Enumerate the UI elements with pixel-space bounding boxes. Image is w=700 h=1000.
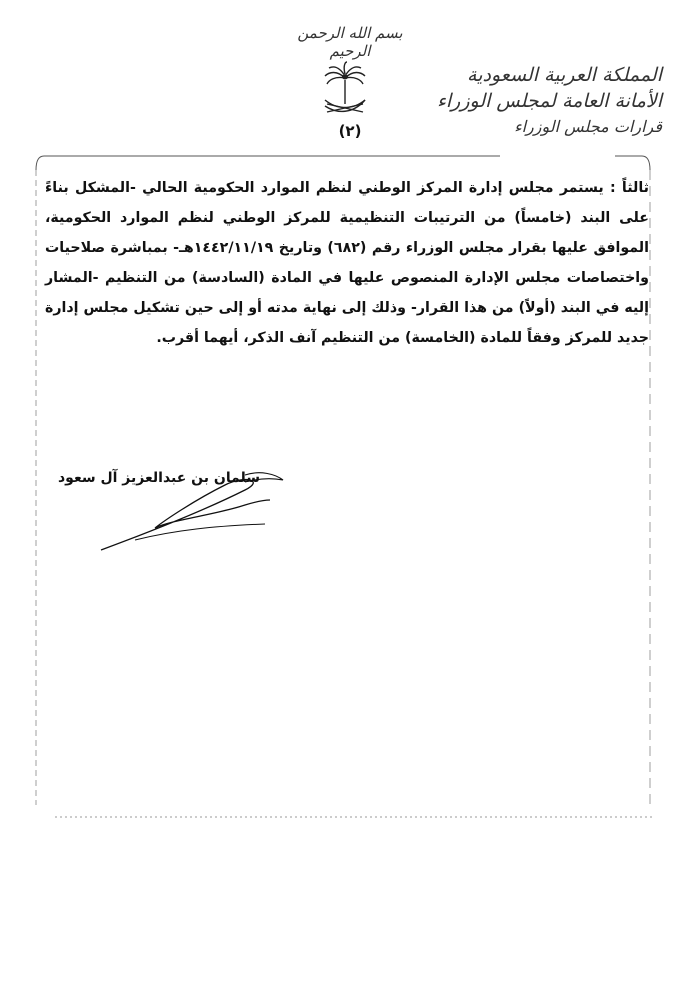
signatory-name: سلمان بن عبدالعزيز آل سعود <box>57 470 260 486</box>
decision-item-third <box>45 173 649 353</box>
decision-body <box>45 173 649 353</box>
letterhead-decisions: قرارات مجلس الوزراء <box>514 117 662 136</box>
item-label: ثالثاً : <box>609 180 649 196</box>
handwritten-signature <box>95 470 295 560</box>
letterhead-kingdom: المملكة العربية السعودية <box>467 64 662 86</box>
basmala: بسم الله الرحمن الرحيم <box>297 24 403 60</box>
letterhead <box>436 62 662 140</box>
item-text: يستمر مجلس إدارة المركز الوطني لنظم الموارد الحكومية الحالي -المشكل بناءً على البند (خامساً) من الترتيبات التنظيمية للمركز الوطني لنظم الموارد الحكومية، الموافق عليها بقرار مجلس الوزراء رقم (٦٨٢) وتاريخ ١٤٤٢/١١/١٩هـ- بمباشرة صلاحيات واختصاصات مجلس الإدارة المنصوص عليها في المادة (السادسة) من التنظيم -المشار إليه في البند (أولاً) من هذا القرار- وذلك إلى نهاية مدته أو إلى حين تشكيل مجلس إدارة جديد للمركز وفقاً للمادة (الخامسة) من التنظيم آنف الذكر، أيهما أقرب. <box>45 180 649 346</box>
footer-rule <box>55 815 655 819</box>
letterhead-secretariat: الأمانة العامة لمجلس الوزراء <box>436 90 662 112</box>
saudi-emblem-icon <box>315 60 375 120</box>
page-number: (٢) <box>338 122 362 140</box>
